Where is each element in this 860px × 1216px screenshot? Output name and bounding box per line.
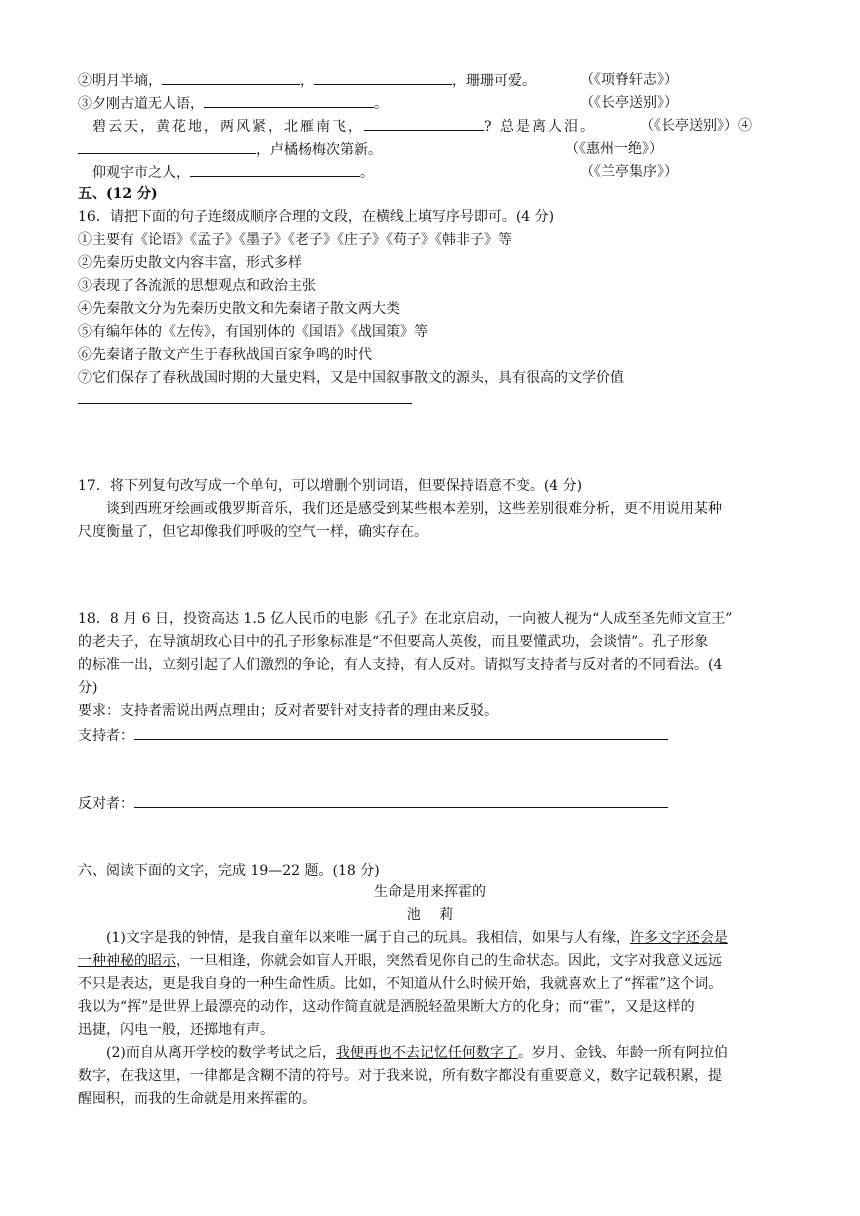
sentence-item: ④先秦散文分为先秦历史散文和先秦诸子散文两大类 [78,301,400,317]
poem-line-2 [78,70,536,91]
underlined-phrase: 一种神秘的昭示 [78,953,176,969]
paragraph-1-line [78,951,722,971]
poem-text: 仰观宇市之人， [92,165,190,181]
sentence-item: ⑥先秦诸子散文产生于春秋战国百家争鸣的时代 [78,347,372,363]
sentence-item: ⑤有编年体的《左传》，有国别体的《国语》《战国策》等 [78,324,428,340]
poem-text: ，卢橘杨梅次第新。 [256,142,382,158]
poem-source: （《项脊轩志》） [580,72,678,88]
paragraph-1-line: 我以为“挥”是世界上最漂亮的动作，这动作简直就是洒脱轻盈果断大方的化身；而“霍”，又是这样的 [78,999,695,1015]
paragraph-2 [106,1043,728,1063]
opponent-row [78,793,668,814]
question-18-text: 的老夫子，在导演胡玫心目中的孔子形象标准是“不但要高人英俊，而且要懂武功，会谈情”。孔子形象 [78,634,709,650]
question-17-text: 尺度衡量了，但它却像我们呼吸的空气一样，确实存在。 [78,524,428,540]
poem-text: ③夕刚古道无人语， [78,96,204,112]
section-heading: 五、(12 分) [78,186,158,202]
answer-blank[interactable] [78,139,256,154]
underlined-phrase: 许多文字还会是 [629,930,728,946]
poem-line-lanting [92,162,374,183]
poem-text: ， [300,73,314,89]
paragraph-1-line: 迅捷，闪电一般，还掷地有声。 [78,1022,274,1038]
poem-text: ，珊珊可爱。 [452,73,536,89]
poem-source: （《长亭送别》）④ [640,118,752,134]
opponent-label: 反对者： [78,796,134,812]
question-18-text: 的标准一出，立刻引起了人们激烈的争论，有人支持，有人反对。请拟写支持者与反对者的不同看法。(4 [78,657,723,673]
answer-blank[interactable] [364,116,484,131]
underlined-phrase: 我便再也不去记忆任何数字了 [335,1045,518,1061]
poem-source: （《兰亭集序》） [580,164,678,180]
answer-blank[interactable] [162,70,300,85]
answer-line-16[interactable] [78,403,412,404]
question-17-text: 谈到西班牙绘画或俄罗斯音乐，我们还是感受到某些根本差别，这些差别很难分析，更不用说用某种 [106,501,722,517]
question-18: 18．8 月 6 日，投资高达 1.5 亿人民币的电影《孔子》在北京启动，一向被人视为“人成至圣先师文宣王” [78,611,733,627]
sentence-item: ②先秦历史散文内容丰富，形式多样 [78,255,302,271]
poem-source: （《惠州一绝》） [565,141,663,157]
poem-line-3 [78,93,388,114]
sentence-item: ⑦它们保存了春秋战国时期的大量史料，又是中国叙事散文的源头，具有很高的文学价值 [78,370,624,386]
paragraph-1 [106,928,728,948]
poem-line-changting [92,116,596,137]
poem-line-4 [78,139,382,160]
paragraph-1-line: 不只是表达，更是我自身的一种生命性质。比如，不知道从什么时候开始，我就喜欢上了“挥霍”这个词。 [78,976,723,992]
poem-source: （《长亭送别》） [580,95,678,111]
supporter-row [78,725,668,746]
poem-text: 。 [360,165,374,181]
paragraph-text: (1)文字是我的钟情，是我自童年以来唯一属于自己的玩具。我相信，如果与人有缘， [106,930,630,946]
opponent-answer-line[interactable] [134,793,668,808]
sentence-item: ③表现了各流派的思想观点和政治主张 [78,278,316,294]
paragraph-2-line: 数字，在我这里，一律都是含糊不清的符号。对于我来说，所有数字都没有重要意义，数字记载积累，提 [78,1068,722,1084]
answer-blank[interactable] [190,162,360,177]
paragraph-text: (2)而自从离开学校的数学考试之后， [106,1045,336,1061]
answer-blank[interactable] [314,70,452,85]
poem-text: ②明月半墒， [78,73,162,89]
paragraph-text: 。岁月、金钱、年龄一所有阿拉伯 [517,1045,728,1061]
sentence-item: ①主要有《论语》《孟子》《墨子》《老子》《庄子》《苟子》《韩非子》等 [78,232,512,248]
poem-text: 。 [374,96,388,112]
supporter-label: 支持者： [78,728,134,744]
poem-text: ? 总是离人泪。 [484,119,596,135]
section-heading: 六、阅读下面的文字，完成 19—22 题。(18 分) [78,863,380,879]
poem-text: 碧云天，黄花地，两风紧，北雁南飞， [92,119,364,135]
question-17: 17．将下列复句改写成一个单句，可以增删个别词语，但要保持语意不变。(4 分) [78,478,583,494]
paragraph-2-line: 醒囤积，而我的生命就是用来挥霍的。 [78,1091,316,1107]
question-18-requirement: 要求：支持者需说出两点理由；反对者要针对支持者的理由来反驳。 [78,703,498,719]
article-title: 生命是用来挥霍的 [374,884,486,900]
question-18-text: 分) [78,680,98,696]
supporter-answer-line[interactable] [134,725,668,740]
question-16: 16．请把下面的句子连缀成顺序合理的文段，在横线上填写序号即可。(4 分) [78,209,555,225]
article-author: 池 莉 [406,907,454,923]
answer-blank[interactable] [204,93,374,108]
paragraph-text: ，一旦相逢，你就会如盲人开眼，突然看见你自己的生命状态。因此，文字对我意义远远 [176,953,722,969]
